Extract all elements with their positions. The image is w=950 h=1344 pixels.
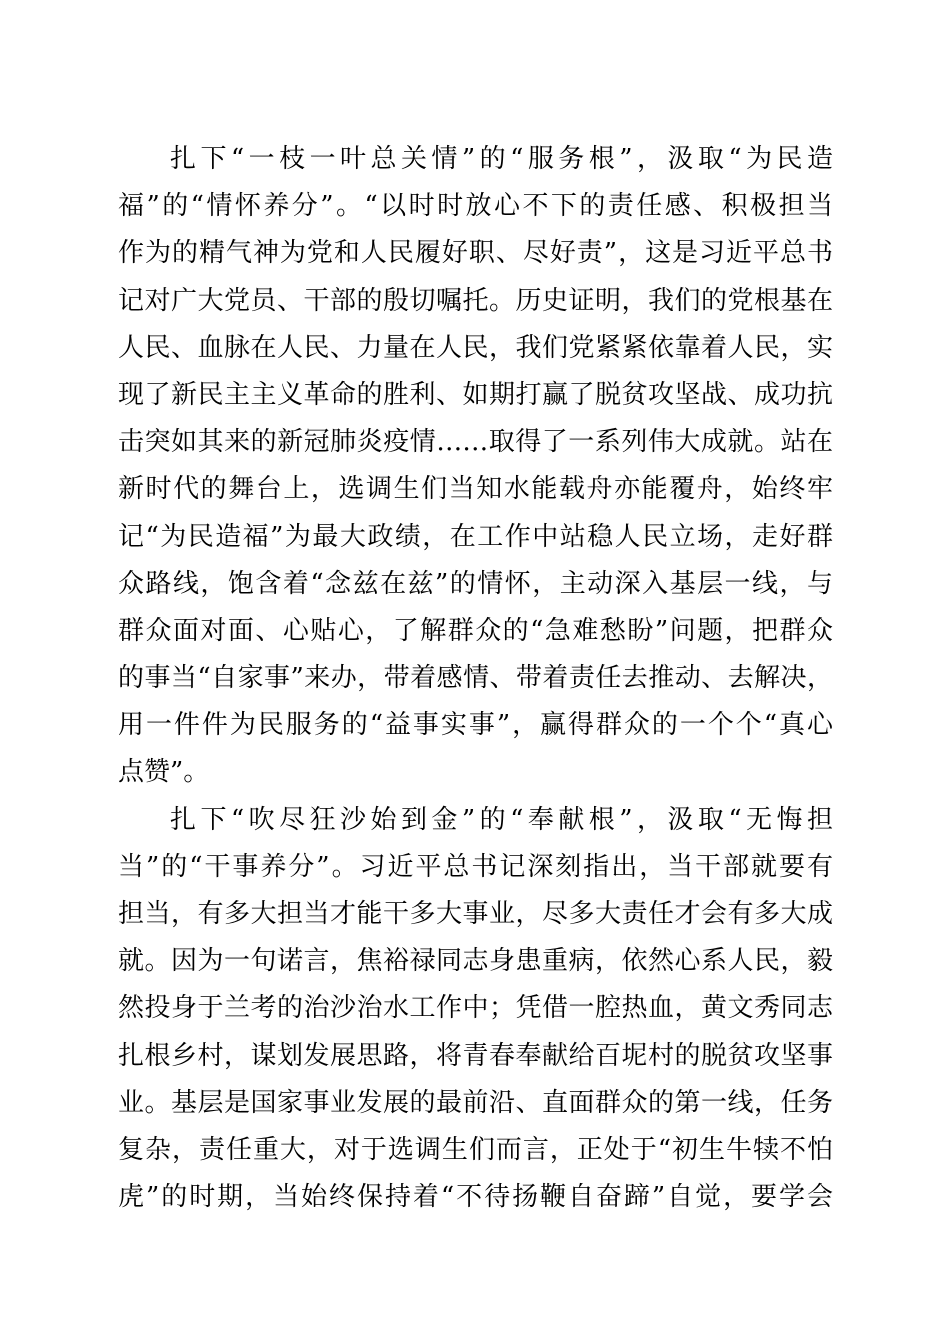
paragraph-line: 复杂，责任重大，对于选调生们而言，正处于“初生牛犊不怕 <box>118 1134 833 1165</box>
paragraph-line: 当”的“干事养分”。习近平总书记深刻指出，当干部就要有 <box>118 851 833 882</box>
paragraph-line: 众路线，饱含着“念兹在兹”的情怀，主动深入基层一线，与 <box>118 568 833 599</box>
paragraph-line: 扎下“一枝一叶总关情”的“服务根”，汲取“为民造 <box>170 144 833 174</box>
paragraph-line: 虎”的时期，当始终保持着“不待扬鞭自奋蹄”自觉，要学会 <box>118 1182 833 1213</box>
paragraph-line: 业。基层是国家事业发展的最前沿、直面群众的第一线，任务 <box>118 1087 833 1118</box>
paragraph-line: 的事当“自家事”来办，带着感情、带着责任去推动、去解决， <box>118 663 833 694</box>
paragraph-line: 记对广大党员、干部的殷切嘱托。历史证明，我们的党根基在 <box>118 285 833 316</box>
paragraph-service-root <box>118 136 833 797</box>
paragraph-line: 作为的精气神为党和人民履好职、尽好责”，这是习近平总书 <box>118 238 833 269</box>
paragraph-line: 用一件件为民服务的“益事实事”，赢得群众的一个个“真心 <box>118 710 833 741</box>
paragraph-line: 新时代的舞台上，选调生们当知水能载舟亦能覆舟，始终牢 <box>118 474 833 505</box>
paragraph-line: 扎根乡村，谋划发展思路，将青春奉献给百坭村的脱贫攻坚事 <box>118 1040 833 1071</box>
paragraph-line: 就。因为一句诺言，焦裕禄同志身患重病，依然心系人民，毅 <box>118 946 833 977</box>
paragraph-line: 担当，有多大担当才能干多大事业，尽多大责任才会有多大成 <box>118 899 833 929</box>
paragraph-line: 群众面对面、心贴心，了解群众的“急难愁盼”问题，把群众 <box>118 615 833 646</box>
paragraph-line: 然投身于兰考的治沙治水工作中；凭借一腔热血，黄文秀同志 <box>118 993 833 1024</box>
paragraph-line: 点赞”。 <box>118 757 210 788</box>
paragraph-line: 人民、血脉在人民、力量在人民，我们党紧紧依靠着人民，实 <box>118 332 833 363</box>
paragraph-line: 扎下“吹尽狂沙始到金”的“奉献根”，汲取“无悔担 <box>170 804 833 835</box>
document-body <box>118 136 833 1221</box>
paragraph-line: 击突如其来的新冠肺炎疫情……取得了一系列伟大成就。站在 <box>118 427 833 458</box>
paragraph-line: 现了新民主主义革命的胜利、如期打赢了脱贫攻坚战、成功抗 <box>118 379 833 410</box>
paragraph-line: 记“为民造福”为最大政绩，在工作中站稳人民立场，走好群 <box>118 521 833 552</box>
paragraph-dedication-root <box>118 797 833 1222</box>
paragraph-line: 福”的“情怀养分”。“以时时放心不下的责任感、积极担当 <box>118 191 833 222</box>
